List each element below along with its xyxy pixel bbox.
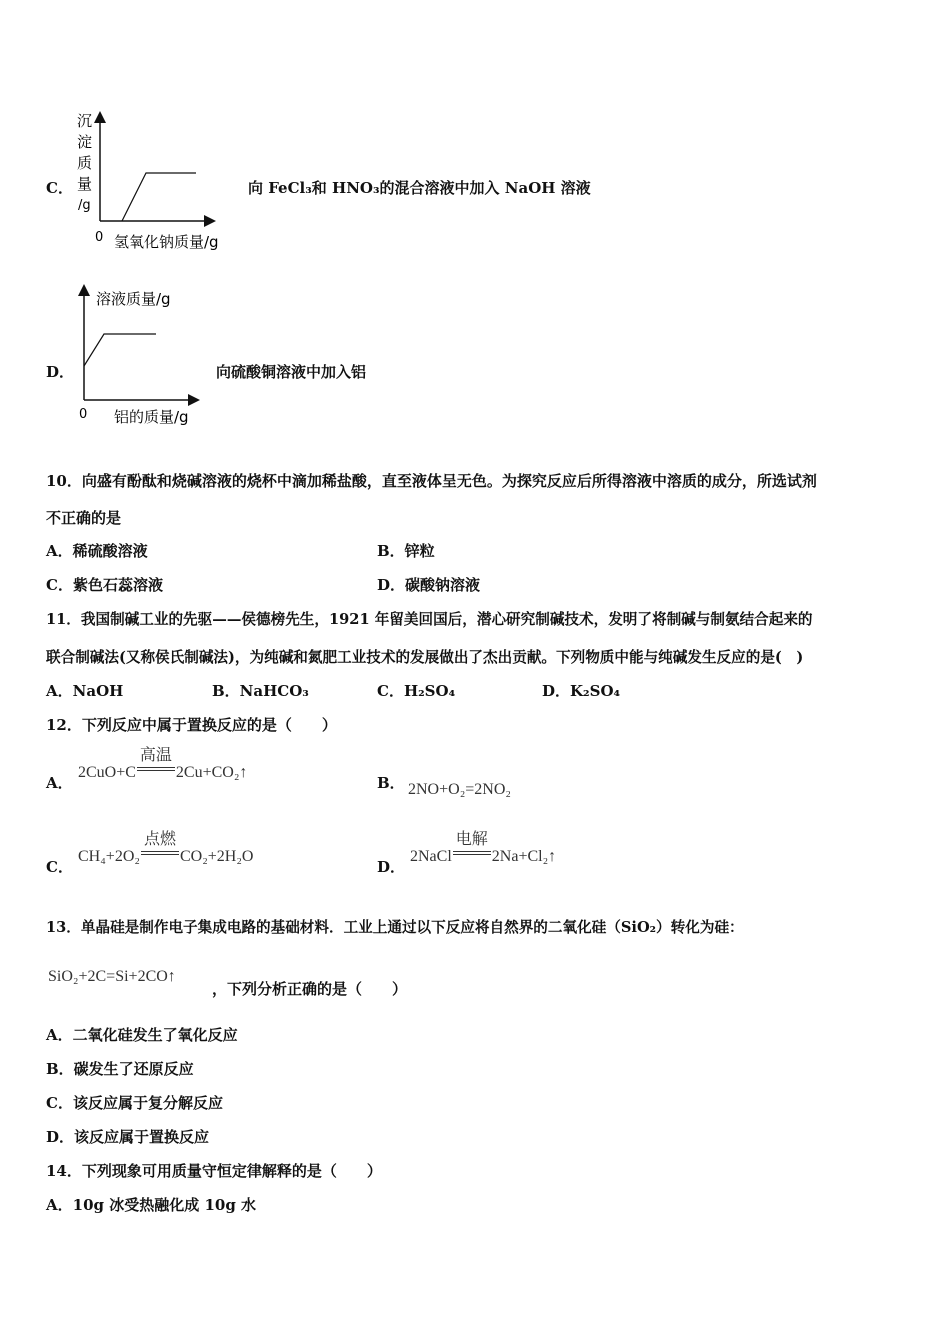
q11-stem-line1: 11．我国制碱工业的先驱——侯德榜先生，1921 年留美回国后，潜心研究制碱技术，发明了将制碱与制氨结合起来的 bbox=[46, 611, 813, 628]
q11-option-d: D．K₂SO₄ bbox=[542, 682, 621, 700]
q10-option-a: A．稀硫酸溶液 bbox=[46, 542, 148, 560]
q9-c-y-char-3: 质 bbox=[77, 154, 93, 172]
q11-option-c: C．H₂SO₄ bbox=[377, 682, 456, 700]
q12-c-equation bbox=[78, 829, 254, 866]
q9-d-origin: 0 bbox=[79, 407, 88, 422]
q12-b-equation: 2NO+O₂=2NO₂ bbox=[408, 781, 511, 798]
q13-stem-tail: ，下列分析正确的是（ ） bbox=[212, 980, 408, 998]
q12-d-rhs: 2Na+Cl₂↑ bbox=[491, 848, 557, 865]
q13-equation: SiO₂+2C=Si+2CO↑ bbox=[48, 968, 176, 985]
q9-c-y-char-2: 淀 bbox=[77, 133, 93, 151]
q12-d-condition: 电解 bbox=[455, 829, 488, 848]
q10-option-c: C．紫色石蕊溶液 bbox=[46, 576, 163, 594]
q12-a-equation bbox=[78, 745, 248, 782]
q11-option-b: B．NaHCO₃ bbox=[212, 682, 309, 700]
q13-option-d: D．该反应属于置换反应 bbox=[46, 1128, 210, 1146]
q9-c-y-char-1: 沉 bbox=[77, 112, 93, 130]
q12-d-lhs: 2NaCl bbox=[410, 848, 452, 865]
q13-option-a: A．二氧化硅发生了氧化反应 bbox=[46, 1026, 238, 1044]
q12-a-rhs: 2Cu+CO₂↑ bbox=[175, 764, 248, 781]
q9-c-y-char-4: 量 bbox=[77, 175, 93, 193]
q9-c-label: C． bbox=[46, 179, 73, 197]
q13-option-c: C．该反应属于复分解反应 bbox=[46, 1094, 223, 1112]
q9-d-label: D． bbox=[46, 363, 75, 381]
q10-stem-line1: 10．向盛有酚酞和烧碱溶液的烧杯中滴加稀盐酸，直至液体呈无色。为探究反应后所得溶液中溶质的成分，所选试剂 bbox=[46, 472, 817, 490]
q13-option-b: B．碳发生了还原反应 bbox=[46, 1060, 194, 1078]
q11-stem-line2: 联合制碱法(又称侯氏制碱法)，为纯碱和氮肥工业技术的发展做出了杰出贡献。下列物质中能与纯碱发生反应的是( ) bbox=[46, 649, 804, 666]
q9-c-desc: 向 FeCl₃和 HNO₃的混合溶液中加入 NaOH 溶液 bbox=[248, 179, 591, 197]
q9-c-curve bbox=[122, 173, 196, 221]
q14-option-a: A．10g 冰受热融化成 10g 水 bbox=[46, 1196, 257, 1214]
q13-stem: 13．单晶硅是制作电子集成电路的基础材料．工业上通过以下反应将自然界的二氧化硅（SiO₂）转化为硅： bbox=[46, 919, 744, 936]
q10-option-b: B．锌粒 bbox=[377, 542, 435, 560]
q12-a-lhs: 2CuO+C bbox=[78, 764, 136, 781]
q12-b-label: B． bbox=[377, 774, 405, 792]
q9-c-x-label: 氢氧化钠质量/g bbox=[114, 233, 219, 251]
q12-d-label: D． bbox=[377, 858, 406, 876]
q12-stem: 12．下列反应中属于置换反应的是（ ） bbox=[46, 716, 337, 734]
q12-c-lhs: CH₄+2O₂ bbox=[78, 848, 140, 865]
q9-c-graph bbox=[70, 105, 250, 255]
q9-d-graph bbox=[70, 282, 250, 432]
q11-option-a: A．NaOH bbox=[46, 682, 124, 700]
q9-c-origin: 0 bbox=[95, 230, 104, 245]
q10-stem-line2: 不正确的是 bbox=[46, 509, 122, 527]
q12-c-rhs: CO₂+2H₂O bbox=[179, 848, 254, 865]
q14-stem: 14．下列现象可用质量守恒定律解释的是（ ） bbox=[46, 1162, 382, 1180]
q12-d-equation bbox=[410, 829, 557, 866]
q9-c-y-char-5: /g bbox=[78, 198, 91, 213]
q9-d-desc: 向硫酸铜溶液中加入铝 bbox=[216, 363, 367, 381]
q9-d-y-label: 溶液质量/g bbox=[96, 290, 171, 308]
q12-c-label: C． bbox=[46, 858, 73, 876]
q9-d-curve bbox=[84, 334, 156, 366]
q9-d-x-label: 铝的质量/g bbox=[114, 408, 189, 426]
q12-a-condition: 高温 bbox=[139, 745, 172, 764]
q12-c-condition: 点燃 bbox=[143, 829, 176, 848]
q12-a-label: A． bbox=[46, 774, 73, 792]
q10-option-d: D．碳酸钠溶液 bbox=[377, 576, 481, 594]
